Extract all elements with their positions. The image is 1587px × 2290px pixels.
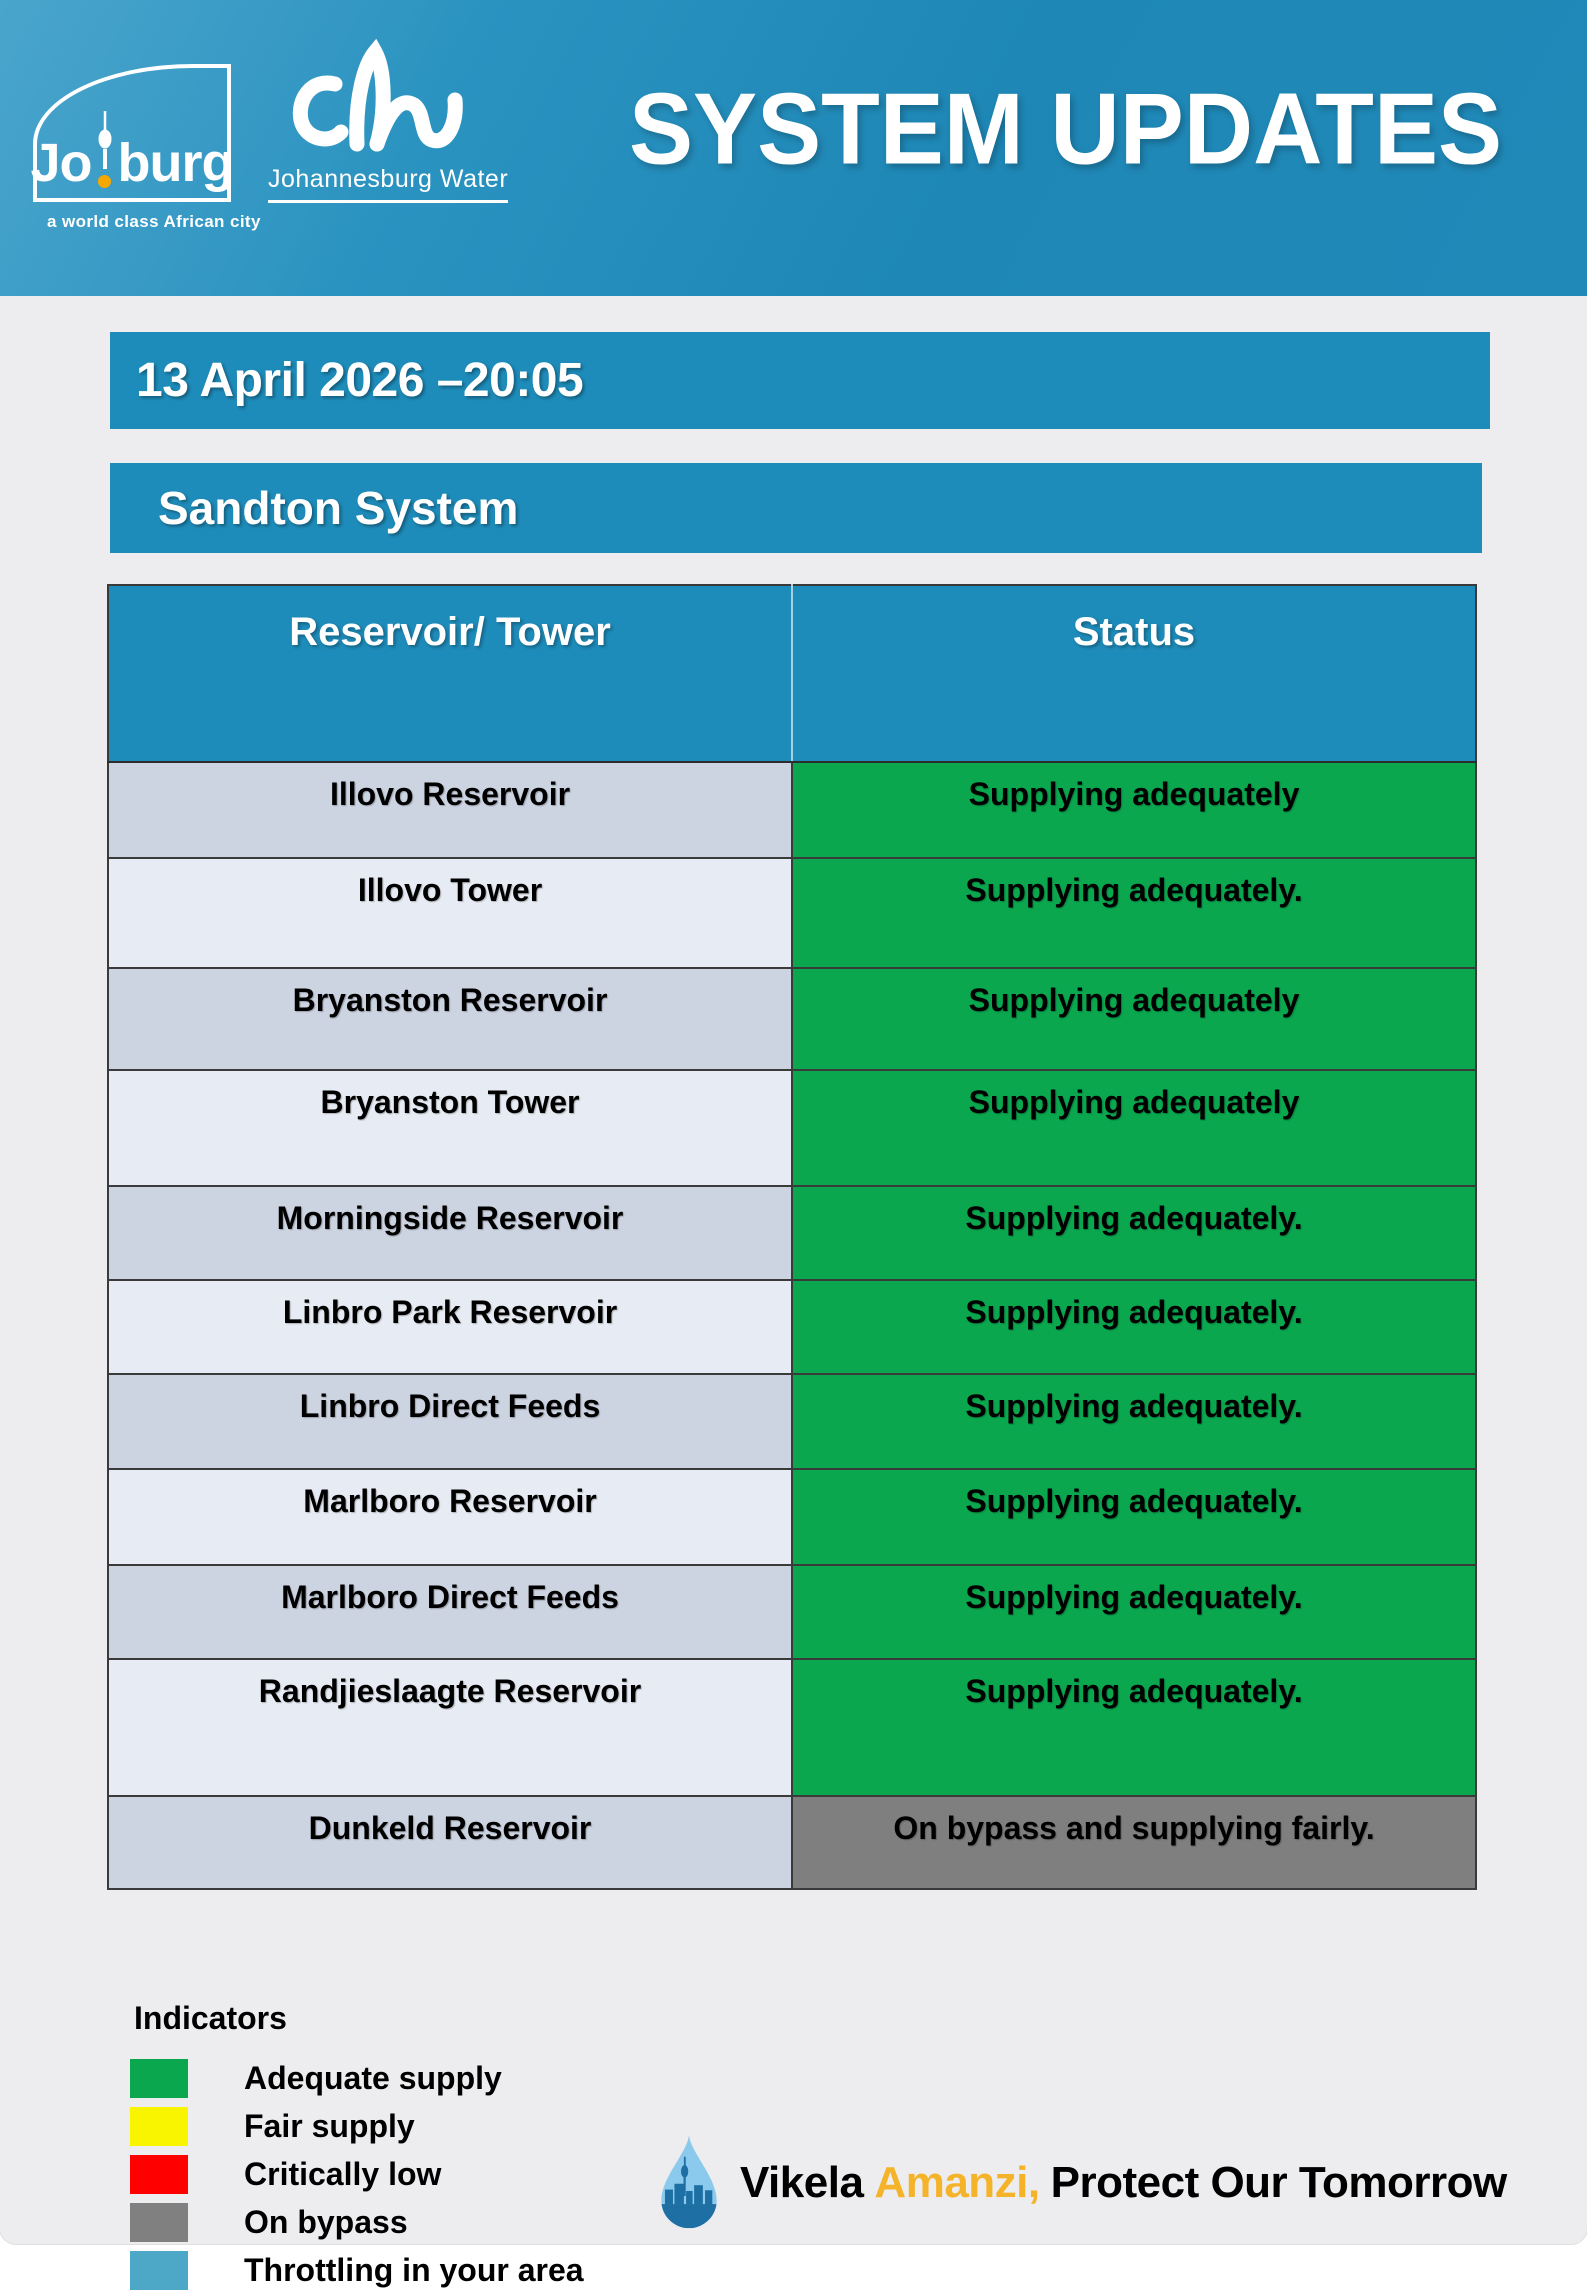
legend-label: On bypass <box>244 2204 408 2240</box>
table-row <box>108 762 1476 858</box>
date-bar: 13 April 2026 –20:05 <box>110 332 1490 429</box>
status-cell: On bypass and supplying fairly. <box>792 1796 1476 1889</box>
joburg-logo-text-jo: Jo <box>30 133 92 193</box>
table-header <box>108 585 1476 762</box>
water-drop-city-icon <box>652 2132 726 2234</box>
table-row <box>108 968 1476 1070</box>
slogan <box>740 2158 1507 2208</box>
status-cell: Supplying adequately <box>792 762 1476 858</box>
column-header-reservoir: Reservoir/ Tower <box>108 585 792 762</box>
hillbrow-tower-icon <box>94 111 116 188</box>
tower-icon-svg <box>94 111 116 173</box>
joburg-logo-text-burg: burg <box>117 133 234 193</box>
reservoir-name-cell: Morningside Reservoir <box>108 1186 792 1280</box>
footer <box>652 2132 1507 2234</box>
critically-low-swatch <box>130 2155 188 2194</box>
status-cell: Supplying adequately. <box>792 1469 1476 1565</box>
reservoir-name-cell: Dunkeld Reservoir <box>108 1796 792 1889</box>
throttling-swatch <box>130 2251 188 2290</box>
slogan-part1: Vikela <box>740 2158 864 2207</box>
reservoir-name-cell: Illovo Tower <box>108 858 792 968</box>
table-header-row <box>108 585 1476 762</box>
legend-label: Critically low <box>244 2156 442 2192</box>
table-row <box>108 1186 1476 1280</box>
table-row <box>108 1565 1476 1659</box>
table-row <box>108 1469 1476 1565</box>
slogan-part2: Protect Our Tomorrow <box>1050 2158 1507 2207</box>
legend-label: Fair supply <box>244 2108 415 2144</box>
joburg-logo <box>30 64 261 232</box>
column-header-status: Status <box>792 585 1476 762</box>
johannesburg-water-label: Johannesburg Water <box>268 165 508 203</box>
header <box>0 0 1587 296</box>
reservoir-name-cell: Linbro Direct Feeds <box>108 1374 792 1469</box>
adequate-supply-swatch <box>130 2059 188 2098</box>
joburg-logo-box <box>30 64 234 202</box>
table-row <box>108 1374 1476 1469</box>
johannesburg-water-logo <box>268 40 508 203</box>
fair-supply-swatch <box>130 2107 188 2146</box>
joburg-tagline: a world class African city <box>47 212 261 231</box>
legend-label: Adequate supply <box>244 2060 502 2096</box>
status-cell: Supplying adequately. <box>792 1659 1476 1796</box>
status-cell: Supplying adequately. <box>792 1374 1476 1469</box>
slogan-accent: Amanzi, <box>874 2158 1040 2207</box>
status-cell: Supplying adequately. <box>792 1186 1476 1280</box>
legend-item <box>130 2251 1587 2290</box>
legend-item <box>130 2059 1587 2098</box>
on-bypass-swatch <box>130 2203 188 2242</box>
page-title: SYSTEM UPDATES <box>629 73 1502 186</box>
system-title-bar: Sandton System <box>110 463 1482 553</box>
reservoir-table-body <box>108 762 1476 1889</box>
reservoir-name-cell: Marlboro Direct Feeds <box>108 1565 792 1659</box>
reservoir-name-cell: Bryanston Reservoir <box>108 968 792 1070</box>
reservoir-name-cell: Randjieslaagte Reservoir <box>108 1659 792 1796</box>
table-row <box>108 1796 1476 1889</box>
reservoir-status-table <box>107 584 1477 1890</box>
status-cell: Supplying adequately <box>792 968 1476 1070</box>
status-cell: Supplying adequately. <box>792 1280 1476 1374</box>
table-row <box>108 1280 1476 1374</box>
water-wave-icon <box>272 40 504 168</box>
table-row <box>108 1659 1476 1796</box>
legend-label: Throttling in your area <box>244 2252 584 2288</box>
reservoir-name-cell: Bryanston Tower <box>108 1070 792 1186</box>
status-cell: Supplying adequately <box>792 1070 1476 1186</box>
legend-title: Indicators <box>134 2000 287 2036</box>
reservoir-name-cell: Linbro Park Reservoir <box>108 1280 792 1374</box>
status-cell: Supplying adequately. <box>792 1565 1476 1659</box>
status-cell: Supplying adequately. <box>792 858 1476 968</box>
table-row <box>108 858 1476 968</box>
reservoir-name-cell: Illovo Reservoir <box>108 762 792 858</box>
table-row <box>108 1070 1476 1186</box>
reservoir-name-cell: Marlboro Reservoir <box>108 1469 792 1565</box>
joburg-orange-dot <box>98 175 111 188</box>
